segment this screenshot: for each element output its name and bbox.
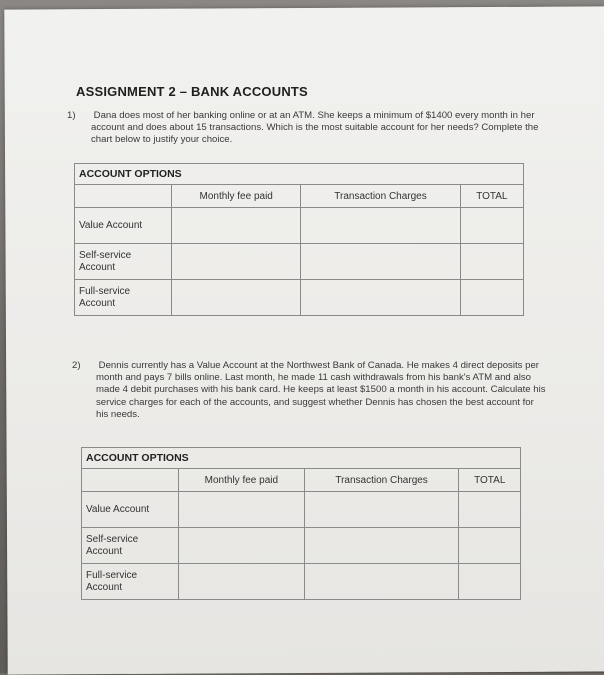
table-2-col-transaction-charges: Transaction Charges — [304, 469, 459, 492]
answer-cell[interactable] — [459, 528, 521, 564]
account-options-table-2 — [81, 447, 521, 600]
answer-cell[interactable] — [460, 244, 523, 280]
answer-cell[interactable] — [301, 208, 460, 244]
table-2-col-monthly-fee: Monthly fee paid — [179, 469, 305, 492]
table-row — [75, 280, 524, 316]
table-1-corner-cell — [75, 185, 172, 208]
question-1-number: 1) — [67, 110, 76, 121]
table-row — [82, 564, 521, 600]
answer-cell[interactable] — [460, 208, 523, 244]
answer-cell[interactable] — [172, 280, 301, 316]
table-row — [75, 208, 524, 244]
assignment-title: ASSIGNMENT 2 – BANK ACCOUNTS — [76, 84, 308, 99]
table-row — [82, 492, 521, 528]
table-row — [75, 244, 524, 280]
table-row — [82, 528, 521, 564]
table-1-header: ACCOUNT OPTIONS — [75, 164, 524, 185]
answer-cell[interactable] — [459, 492, 521, 528]
question-1-text: Dana does most of her banking online or at an ATM. She keeps a minimum of $1400 every month in her account and does about 15 transactions. Which is the most suitable account for her needs? Complete the chart below to justify your choice. — [91, 110, 539, 146]
answer-cell[interactable] — [172, 208, 301, 244]
row-label-value-account: Value Account — [75, 208, 172, 244]
answer-cell[interactable] — [304, 564, 459, 600]
answer-cell[interactable] — [179, 492, 305, 528]
answer-cell[interactable] — [460, 280, 523, 316]
table-1-col-monthly-fee: Monthly fee paid — [172, 185, 301, 208]
table-1-col-transaction-charges: Transaction Charges — [301, 185, 460, 208]
table-1-col-total: TOTAL — [460, 185, 523, 208]
answer-cell[interactable] — [304, 528, 459, 564]
answer-cell[interactable] — [172, 244, 301, 280]
row-label-self-service-account: Self-service Account — [82, 528, 179, 564]
question-1 — [67, 110, 561, 147]
row-label-value-account: Value Account — [82, 492, 179, 528]
question-2-number: 2) — [72, 360, 81, 371]
question-2-text: Dennis currently has a Value Account at the Northwest Bank of Canada. He makes 4 direct deposits per month and pays 7 bills online. Last month, he made 11 cash withdrawals from his bank's ATM and also made 4 debit purchases with his bank card. He keeps at least $1500 a month in his account. Calculate his service charges for each of the accounts, and suggest whether Dennis has chosen the best account for his needs. — [96, 360, 546, 420]
row-label-self-service-account: Self-service Account — [75, 244, 172, 280]
answer-cell[interactable] — [459, 564, 521, 600]
account-options-table-1 — [74, 163, 524, 316]
answer-cell[interactable] — [301, 244, 460, 280]
answer-cell[interactable] — [179, 528, 305, 564]
question-2 — [72, 360, 546, 421]
row-label-full-service-account: Full-service Account — [82, 564, 179, 600]
answer-cell[interactable] — [301, 280, 460, 316]
row-label-full-service-account: Full-service Account — [75, 280, 172, 316]
table-2-corner-cell — [82, 469, 179, 492]
table-2-col-total: TOTAL — [459, 469, 521, 492]
answer-cell[interactable] — [179, 564, 305, 600]
answer-cell[interactable] — [304, 492, 459, 528]
table-2-header: ACCOUNT OPTIONS — [82, 448, 521, 469]
